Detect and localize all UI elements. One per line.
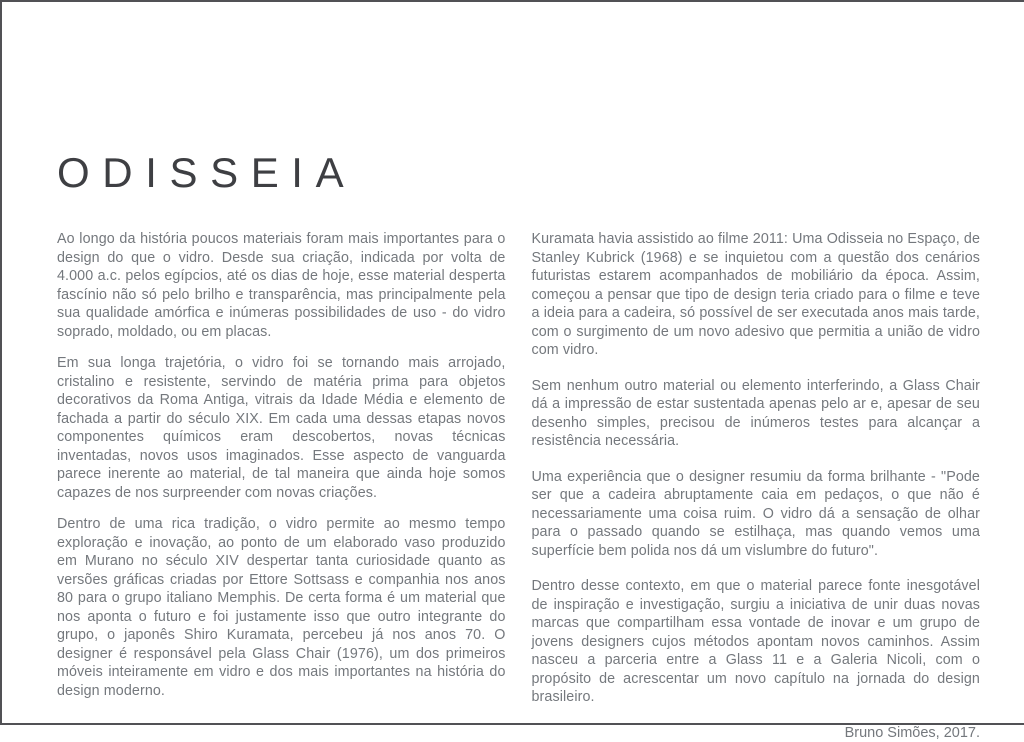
paragraph: Em sua longa trajetória, o vidro foi se tornando mais arrojado, cristalino e resistente, servindo de matéria prima para objetos decorativos da Roma Antiga, vitrais da Idade Média e elemento de fachada a partir do século XIX. Em cada uma dessas etapas novos componentes químicos eram descobertos, novas técnicas inventadas, novos usos imaginados. Esse aspecto de vanguarda parece inerente ao material, de tal maneira que ainda hoje somos capazes de nos surpreender com novas criações.: [57, 354, 506, 502]
paragraph: Dentro desse contexto, em que o material parece fonte inesgotável de inspiração e investigação, surgiu a iniciativa de unir duas novas marcas que compartilham essa vontade de inovar e um grupo de jovens designers cujos métodos apontam novos caminhos. Assim nasceu a parceria entre a Glass 11 e a Galeria Nicoli, com o propósito de acrescentar um novo capítulo na jornada do design brasileiro.: [532, 577, 981, 707]
page-title: ODISSEIA: [57, 152, 1024, 194]
text-columns: [57, 230, 980, 742]
paragraph: Kuramata havia assistido ao filme 2011: Uma Odisseia no Espaço, de Stanley Kubrick (1968) e se inquietou com a questão dos cenários futuristas estarem acompanhados de mobiliário da época. Assim, começou a pensar que tipo de design teria criado para o filme e teve a ideia para a cadeira, só possível de ser executada anos mais tarde, com o surgimento de um novo adesivo que permitia a união de vidro com vidro.: [532, 230, 981, 360]
right-column: [532, 230, 981, 742]
paragraph: Dentro de uma rica tradição, o vidro permite ao mesmo tempo exploração e inovação, ao ponto de um elaborado vaso produzido em Murano no século XIV despertar tanta curiosidade quanto as versões gráficas criadas por Ettore Sottsass e companhia nos anos 80 para o grupo italiano Memphis. De certa forma é um material que nos aponta o futuro e foi justamente isso que outro integrante do grupo, o japonês Shiro Kuramata, percebeu já nos anos 70. O designer é responsável pela Glass Chair (1976), um dos primeiros móveis inteiramente em vidro e dos mais importantes na história do design moderno.: [57, 515, 506, 700]
paragraph: Sem nenhum outro material ou elemento interferindo, a Glass Chair dá a impressão de estar sustentada apenas pelo ar e, apesar de seu desenho simples, precisou de inúmeros testes para alcançar a resistência necessária.: [532, 377, 981, 451]
paragraph: Ao longo da história poucos materiais foram mais importantes para o design do que o vidro. Desde sua criação, indicada por volta de 4.000 a.c. pelos egípcios, até os dias de hoje, esse material desperta fascínio não só pelo brilho e transparência, mas principalmente pela sua qualidade amórfica e inúmeras possibilidades de uso - do vidro soprado, moldado, ou em placas.: [57, 230, 506, 341]
paragraph: Uma experiência que o designer resumiu da forma brilhante - "Pode ser que a cadeira abruptamente caia em pedaços, o que não é necessariamente uma coisa ruim. O vidro dá a sensação de olhar para o passado quando se estilhaça, mas quando vemos uma superfície bem polida nos dá um vislumbre do futuro".: [532, 468, 981, 561]
author-credit: Bruno Simões, 2017.: [532, 724, 981, 742]
left-column: [57, 230, 506, 742]
